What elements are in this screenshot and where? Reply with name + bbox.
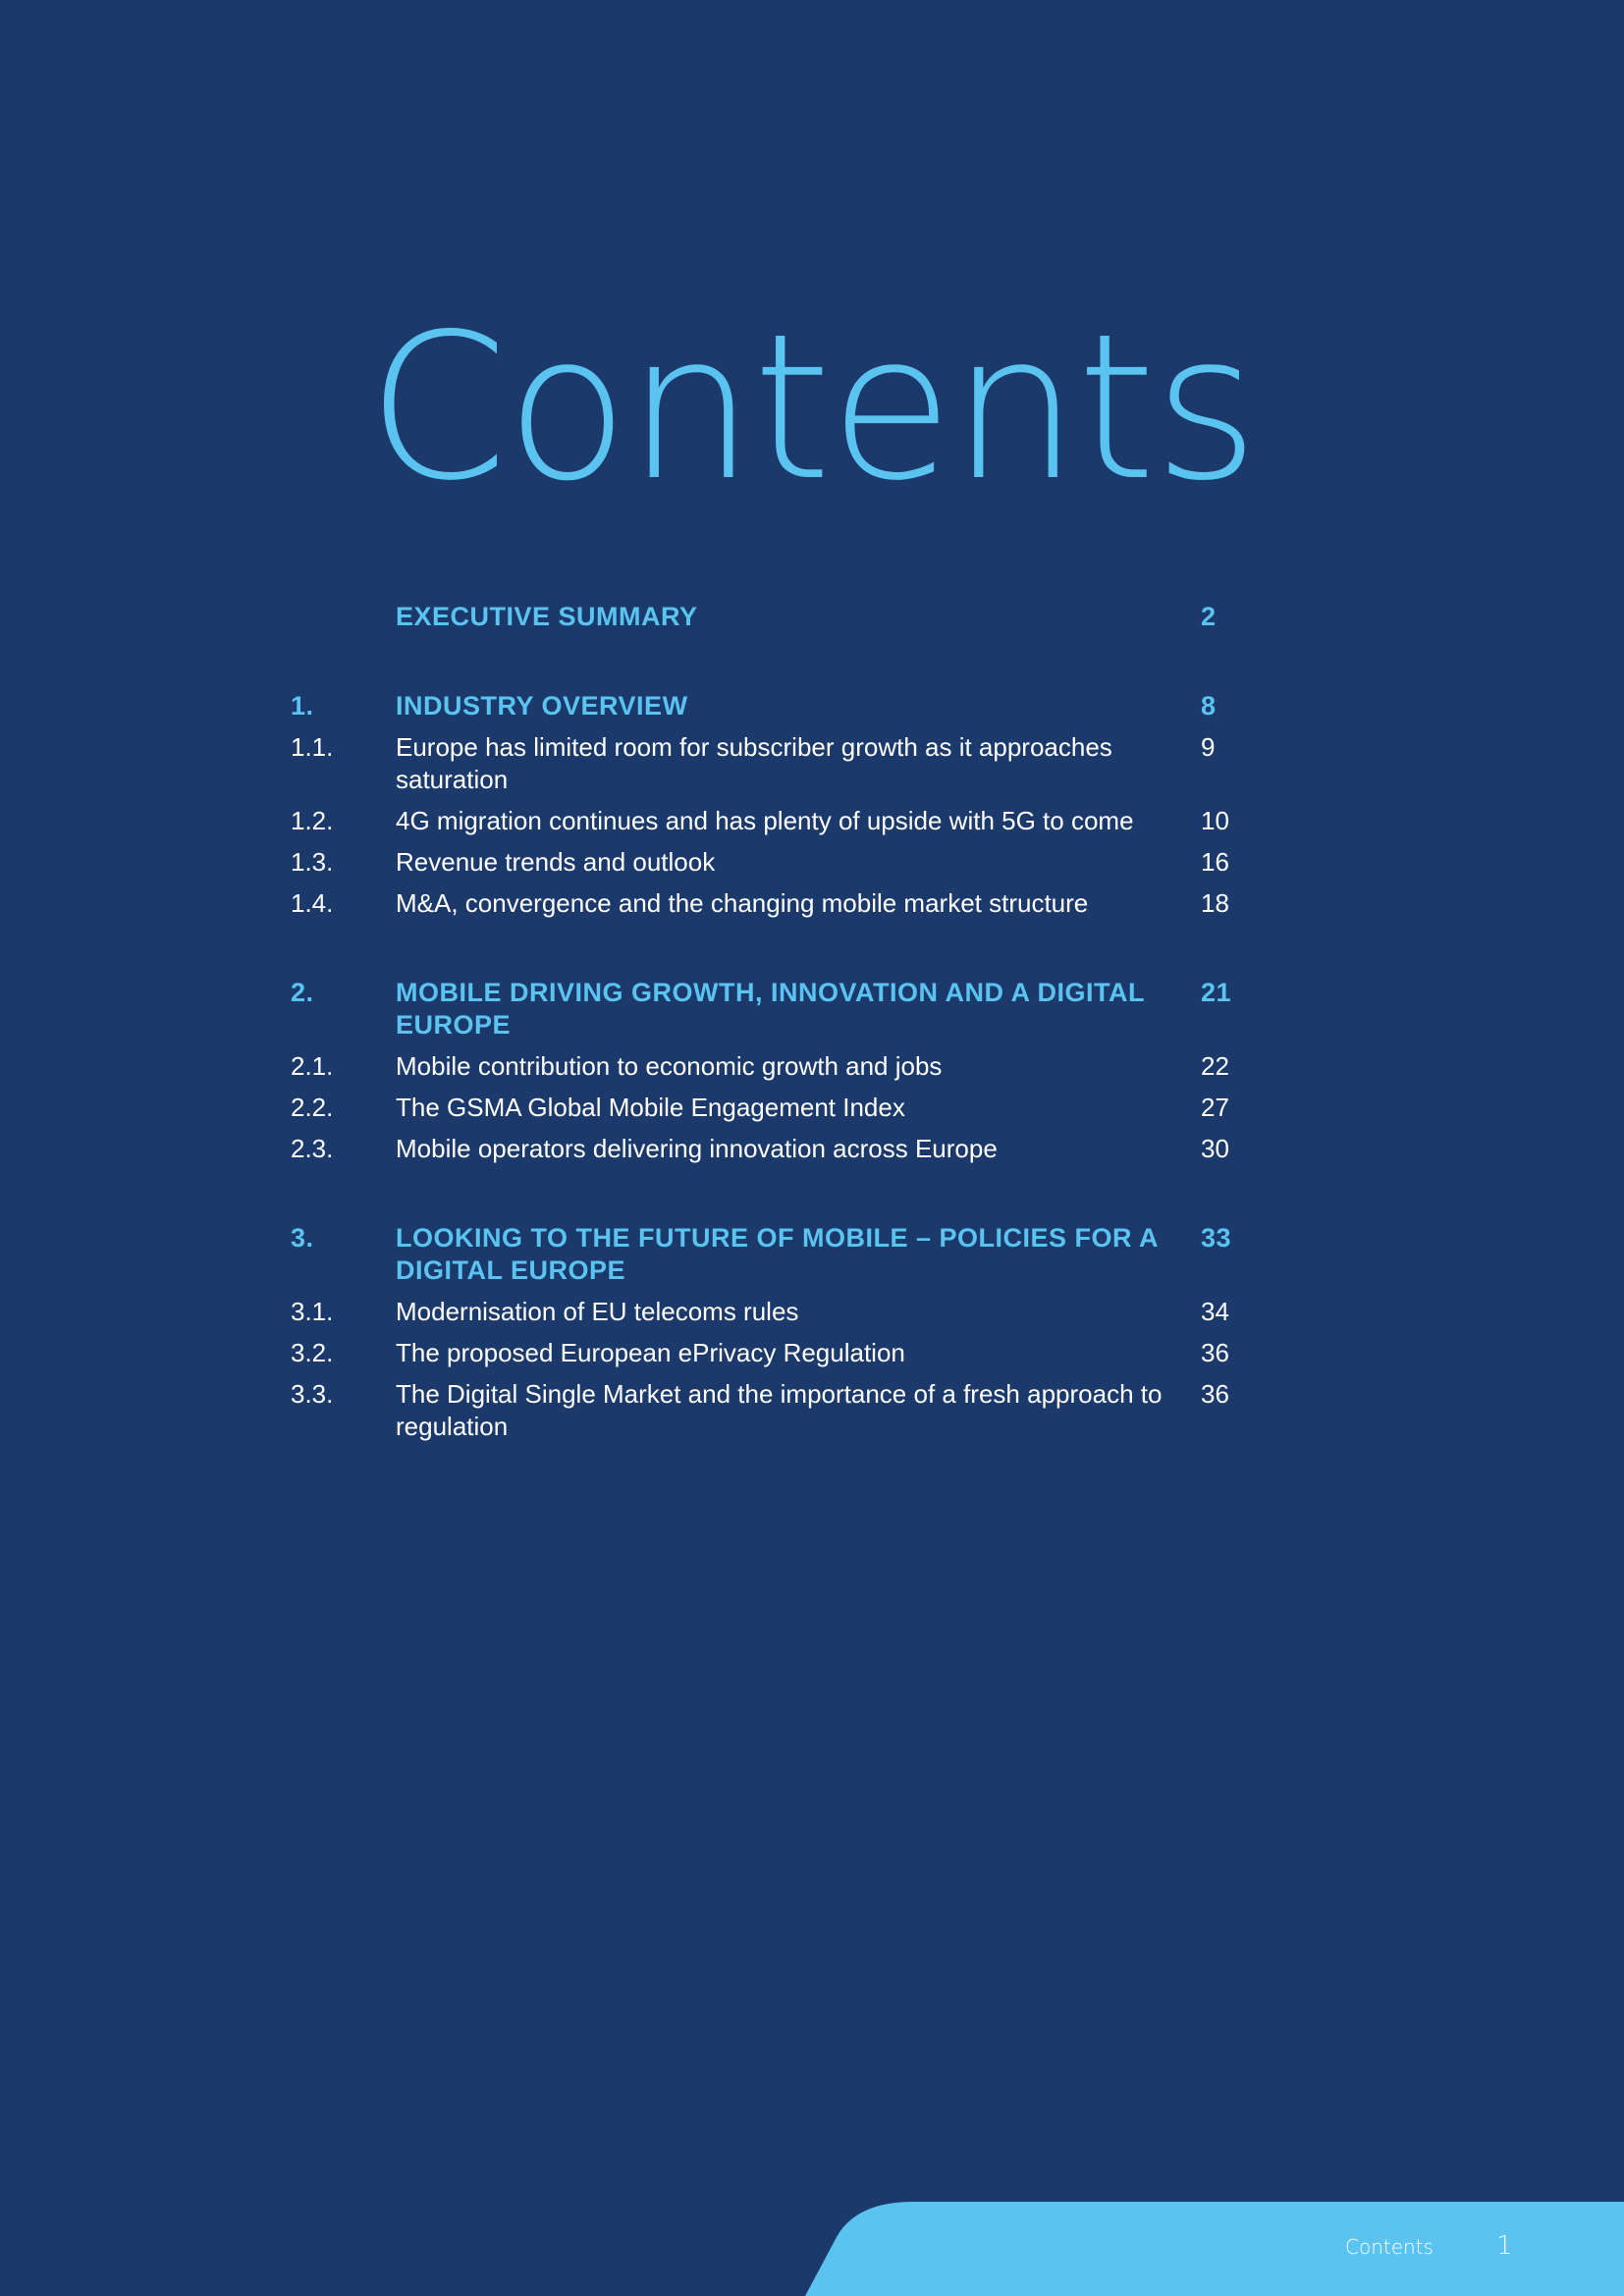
toc-item-title: Revenue trends and outlook: [396, 847, 716, 877]
toc-item-page: 9: [1201, 732, 1216, 762]
toc-item[interactable]: [291, 846, 1272, 879]
toc-section-1: [291, 690, 1272, 920]
toc-heading[interactable]: [291, 601, 1272, 633]
toc-item-number: 3.1.: [291, 1297, 334, 1326]
toc-item-title: The proposed European ePrivacy Regulation: [396, 1338, 905, 1367]
toc-item-number: 1.2.: [291, 806, 334, 835]
toc-section-3: [291, 1222, 1272, 1443]
toc-item-page: 34: [1201, 1297, 1229, 1326]
toc-heading[interactable]: [291, 690, 1272, 722]
toc-item-number: 1.4.: [291, 888, 334, 918]
toc-heading-page: 8: [1201, 691, 1217, 721]
toc-section-2: [291, 977, 1272, 1165]
toc-item-number: 2.1.: [291, 1051, 334, 1081]
toc-heading-number: 2.: [291, 978, 314, 1007]
toc-item-page: 22: [1201, 1051, 1229, 1081]
toc-item-page: 10: [1201, 806, 1229, 835]
toc-item[interactable]: [291, 1337, 1272, 1369]
table-of-contents: [291, 601, 1272, 1500]
toc-heading[interactable]: [291, 977, 1272, 1041]
toc-item-title: The Digital Single Market and the importance of a fresh approach to regulation: [396, 1379, 1163, 1441]
toc-item-title: The GSMA Global Mobile Engagement Index: [396, 1093, 905, 1122]
toc-item-page: 30: [1201, 1134, 1229, 1163]
toc-item-number: 1.3.: [291, 847, 334, 877]
toc-item-title: Modernisation of EU telecoms rules: [396, 1297, 799, 1326]
toc-item[interactable]: [291, 887, 1272, 920]
toc-item-number: 2.2.: [291, 1093, 334, 1122]
toc-item-number: 3.2.: [291, 1338, 334, 1367]
toc-heading-title: MOBILE DRIVING GROWTH, INNOVATION AND A DIGITAL EUROPE: [396, 978, 1145, 1040]
toc-heading-page: 2: [1201, 602, 1217, 631]
toc-item-title: M&A, convergence and the changing mobile market structure: [396, 888, 1089, 918]
page-title: Contents: [366, 292, 1258, 525]
toc-item[interactable]: [291, 731, 1272, 796]
toc-item-number: 2.3.: [291, 1134, 334, 1163]
toc-item-number: 3.3.: [291, 1379, 334, 1409]
toc-heading-page: 33: [1201, 1223, 1232, 1253]
toc-item-title: Mobile contribution to economic growth and jobs: [396, 1051, 943, 1081]
toc-item-page: 16: [1201, 847, 1229, 877]
toc-item[interactable]: [291, 1050, 1272, 1083]
toc-heading[interactable]: [291, 1222, 1272, 1287]
footer-page-number: 1: [1496, 2231, 1513, 2261]
toc-item-title: 4G migration continues and has plenty of upside with 5G to come: [396, 806, 1134, 835]
toc-item[interactable]: [291, 1092, 1272, 1124]
toc-heading-number: 3.: [291, 1223, 314, 1253]
toc-item[interactable]: [291, 1296, 1272, 1328]
toc-item-title: Europe has limited room for subscriber growth as it approaches saturation: [396, 732, 1112, 794]
toc-item-page: 36: [1201, 1338, 1229, 1367]
toc-item-page: 18: [1201, 888, 1229, 918]
toc-item[interactable]: [291, 805, 1272, 837]
toc-heading-number: 1.: [291, 691, 314, 721]
toc-item-number: 1.1.: [291, 732, 334, 762]
toc-item-page: 27: [1201, 1093, 1229, 1122]
toc-item-title: Mobile operators delivering innovation across Europe: [396, 1134, 998, 1163]
toc-item-page: 36: [1201, 1379, 1229, 1409]
footer-section-label: Contents: [1345, 2235, 1434, 2259]
toc-heading-page: 21: [1201, 978, 1232, 1007]
toc-heading-title: INDUSTRY OVERVIEW: [396, 691, 688, 721]
toc-item[interactable]: [291, 1378, 1272, 1443]
toc-heading-title: LOOKING TO THE FUTURE OF MOBILE – POLICIES FOR A DIGITAL EUROPE: [396, 1223, 1159, 1285]
toc-item[interactable]: [291, 1133, 1272, 1165]
toc-section-executive-summary: [291, 601, 1272, 633]
toc-heading-title: EXECUTIVE SUMMARY: [396, 602, 698, 631]
